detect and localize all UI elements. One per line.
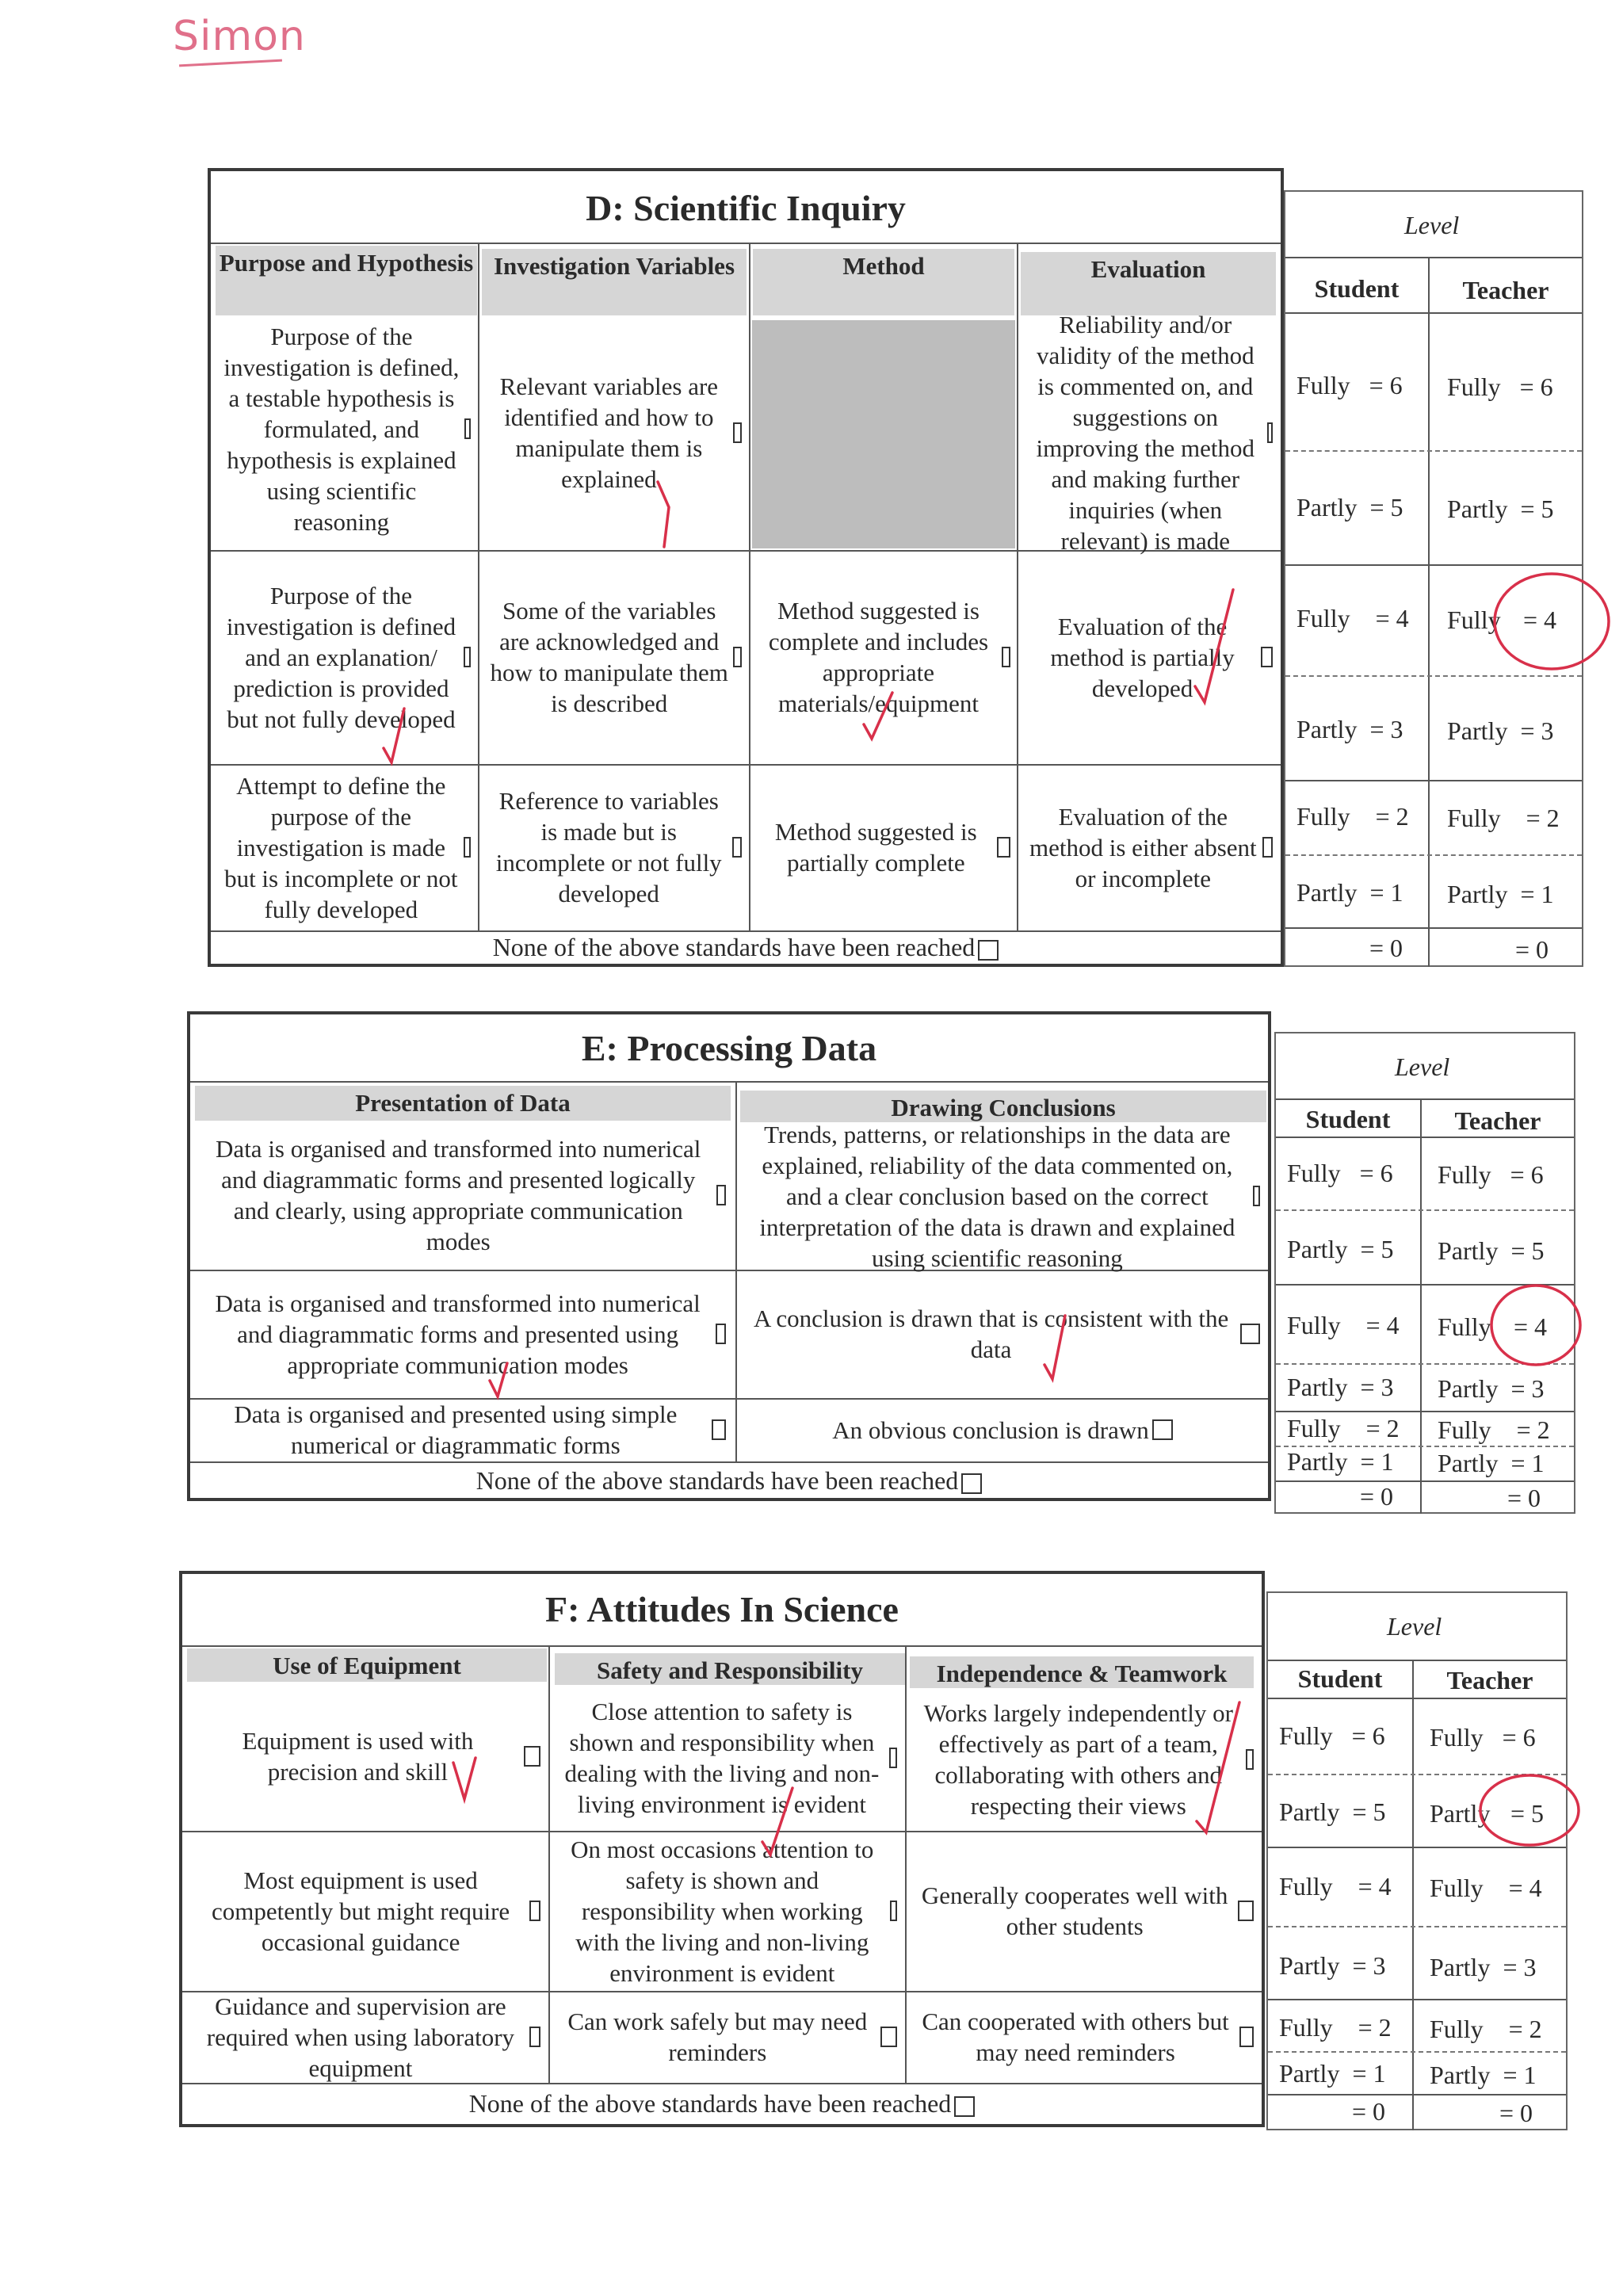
e-r3-presentation: Data is organised and presented using simple numerical or diagrammatic forms — [195, 1398, 734, 1461]
f-r3-equipment: Guidance and supervision are required when using laboratory equipment — [187, 1991, 548, 2083]
teacher-level-circle-d — [1495, 574, 1609, 669]
col-method: Method — [753, 249, 1014, 315]
section-f-title: F: Attitudes In Science — [545, 1589, 899, 1629]
e-none-reached: None of the above standards have been reached — [190, 1463, 1268, 1498]
col-safety-responsibility: Safety and Responsibility — [555, 1653, 905, 1685]
f-r3-teamwork: Can cooperated with others but may need reminders — [907, 1991, 1262, 2083]
e-r1-conclusions: Trends, patterns, or relationships in the data are explained, reliability of the data commented on, and a clear conclusion based on the correct interpretation of the data is drawn and explained using scientific reasoning — [737, 1122, 1268, 1270]
d-r2-evaluation: Evaluation of the method is partially developed — [1019, 550, 1281, 764]
section-d-level: Level Student Teacher Fully = 6 Fully = 6 Partly = 5 Partly = 5 Fully = 4 Fully = 4 Partly = 3 Partly = 3 Fully = 2 Fully = 2 Partly = 1 Partly = 1 = 0 = 0 — [1284, 190, 1583, 967]
e-r2-conclusions: A conclusion is drawn that is consistent with the data — [737, 1270, 1268, 1398]
d-r1-variables: Relevant variables are identified and how to manipulate them is explained — [480, 315, 750, 550]
col-use-of-equipment: Use of Equipment — [187, 1648, 547, 1682]
tick-mark — [1044, 1316, 1065, 1379]
col-investigation-variables: Investigation Variables — [482, 249, 747, 315]
tick-mark — [1195, 590, 1233, 702]
col-purpose-hypothesis: Purpose and Hypothesis — [216, 246, 477, 315]
teacher-head: Teacher — [1462, 276, 1549, 304]
f-r2-equipment: Most equipment is used competently but might require occasional guidance — [187, 1831, 548, 1991]
col-evaluation: Evaluation — [1021, 252, 1276, 315]
col-independence-teamwork: Independence & Teamwork — [910, 1656, 1254, 1688]
d-r1-purpose: Purpose of the investigation is defined, a testable hypothesis is formulated, and hypothesis is explained using scientific reasoning — [214, 308, 479, 550]
d-r3-purpose: Attempt to define the purpose of the investigation is made but is incomplete or not fully developed — [214, 764, 479, 930]
d-r2-variables: Some of the variables are acknowledged and how to manipulate them is described — [480, 550, 750, 764]
d-r2-method: Method suggested is complete and includes appropriate materials/equipment — [750, 550, 1018, 764]
tick-mark — [762, 1788, 792, 1855]
student-name: Simon — [173, 13, 306, 60]
student-head: Student — [1314, 274, 1400, 303]
section-e-level: Level Student Teacher Fully = 6 Fully = 6 Partly = 5 Partly = 5 Fully = 4 Fully = 4 Partly = 3 Partly = 3 Fully = 2 Fully = 2 Partly = 1 Partly = 1 = 0 = 0 — [1274, 1032, 1575, 1514]
e-r1-presentation: Data is organised and transformed into numerical and diagrammatic forms and presented logically and clearly, using appropriate communication modes — [195, 1121, 734, 1270]
tick-mark — [453, 1758, 475, 1799]
tick-mark — [1197, 1702, 1239, 1832]
section-d-title: D: Scientific Inquiry — [586, 188, 906, 228]
col-presentation-of-data: Presentation of Data — [195, 1086, 731, 1121]
level-title: Level — [1404, 211, 1460, 239]
d-r3-evaluation: Evaluation of the method is either absent or incomplete — [1019, 764, 1281, 930]
f-r2-teamwork: Generally cooperates well with other students — [907, 1831, 1262, 1991]
f-r1-equipment: Equipment is used with precision and skill — [187, 1682, 548, 1831]
tick-mark — [864, 693, 892, 739]
f-r2-safety: On most occasions attention to safety is shown and responsibility when working with the living and non-living environment is evident — [550, 1831, 905, 1991]
f-none-reached: None of the above standards have been reached — [182, 2084, 1262, 2122]
d-r1-evaluation: Reliability and/or validity of the method is commented on, and suggestions on improving the method and making further inquiries (when relevant) is made — [1019, 315, 1281, 550]
tick-mark — [384, 709, 404, 762]
teacher-mark-d: = 4 — [1523, 606, 1557, 634]
e-r2-presentation: Data is organised and transformed into numerical and diagrammatic forms and presented using appropriate communication modes — [195, 1270, 734, 1398]
f-r3-safety: Can work safely but may need reminders — [550, 1991, 905, 2083]
d-r2-purpose: Purpose of the investigation is defined and an explanation/ prediction is provided but not fully developed — [214, 550, 479, 764]
teacher-mark-e: = 4 — [1514, 1312, 1548, 1341]
teacher-mark-f: = 5 — [1510, 1799, 1545, 1828]
tick-mark — [658, 482, 669, 547]
f-r1-teamwork: Works largely independently or effectively as part of a team, collaborating with others and respecting their views — [907, 1688, 1262, 1831]
col-drawing-conclusions: Drawing Conclusions — [740, 1091, 1266, 1122]
e-r3-conclusions: An obvious conclusion is drawn — [737, 1398, 1268, 1461]
f-r1-safety: Close attention to safety is shown and responsibility when dealing with the living and non-living environment is evident — [550, 1685, 905, 1831]
teacher-level-circle-e — [1491, 1286, 1580, 1365]
d-r3-method: Method suggested is partially complete — [750, 764, 1018, 930]
teacher-level-circle-f — [1480, 1775, 1579, 1845]
section-e-title: E: Processing Data — [581, 1028, 877, 1068]
d-r3-variables: Reference to variables is made but is incomplete or not fully developed — [480, 764, 750, 930]
section-f-level: Level Student Teacher Fully = 6 Fully = 6 Partly = 5 Partly = 5 Fully = 4 Fully = 4 Partly = 3 Partly = 3 Fully = 2 Fully = 2 Partly = 1 Partly = 1 = 0 = 0 — [1266, 1591, 1568, 2130]
tick-mark — [490, 1363, 507, 1396]
d-none-reached: None of the above standards have been reached — [211, 930, 1281, 964]
